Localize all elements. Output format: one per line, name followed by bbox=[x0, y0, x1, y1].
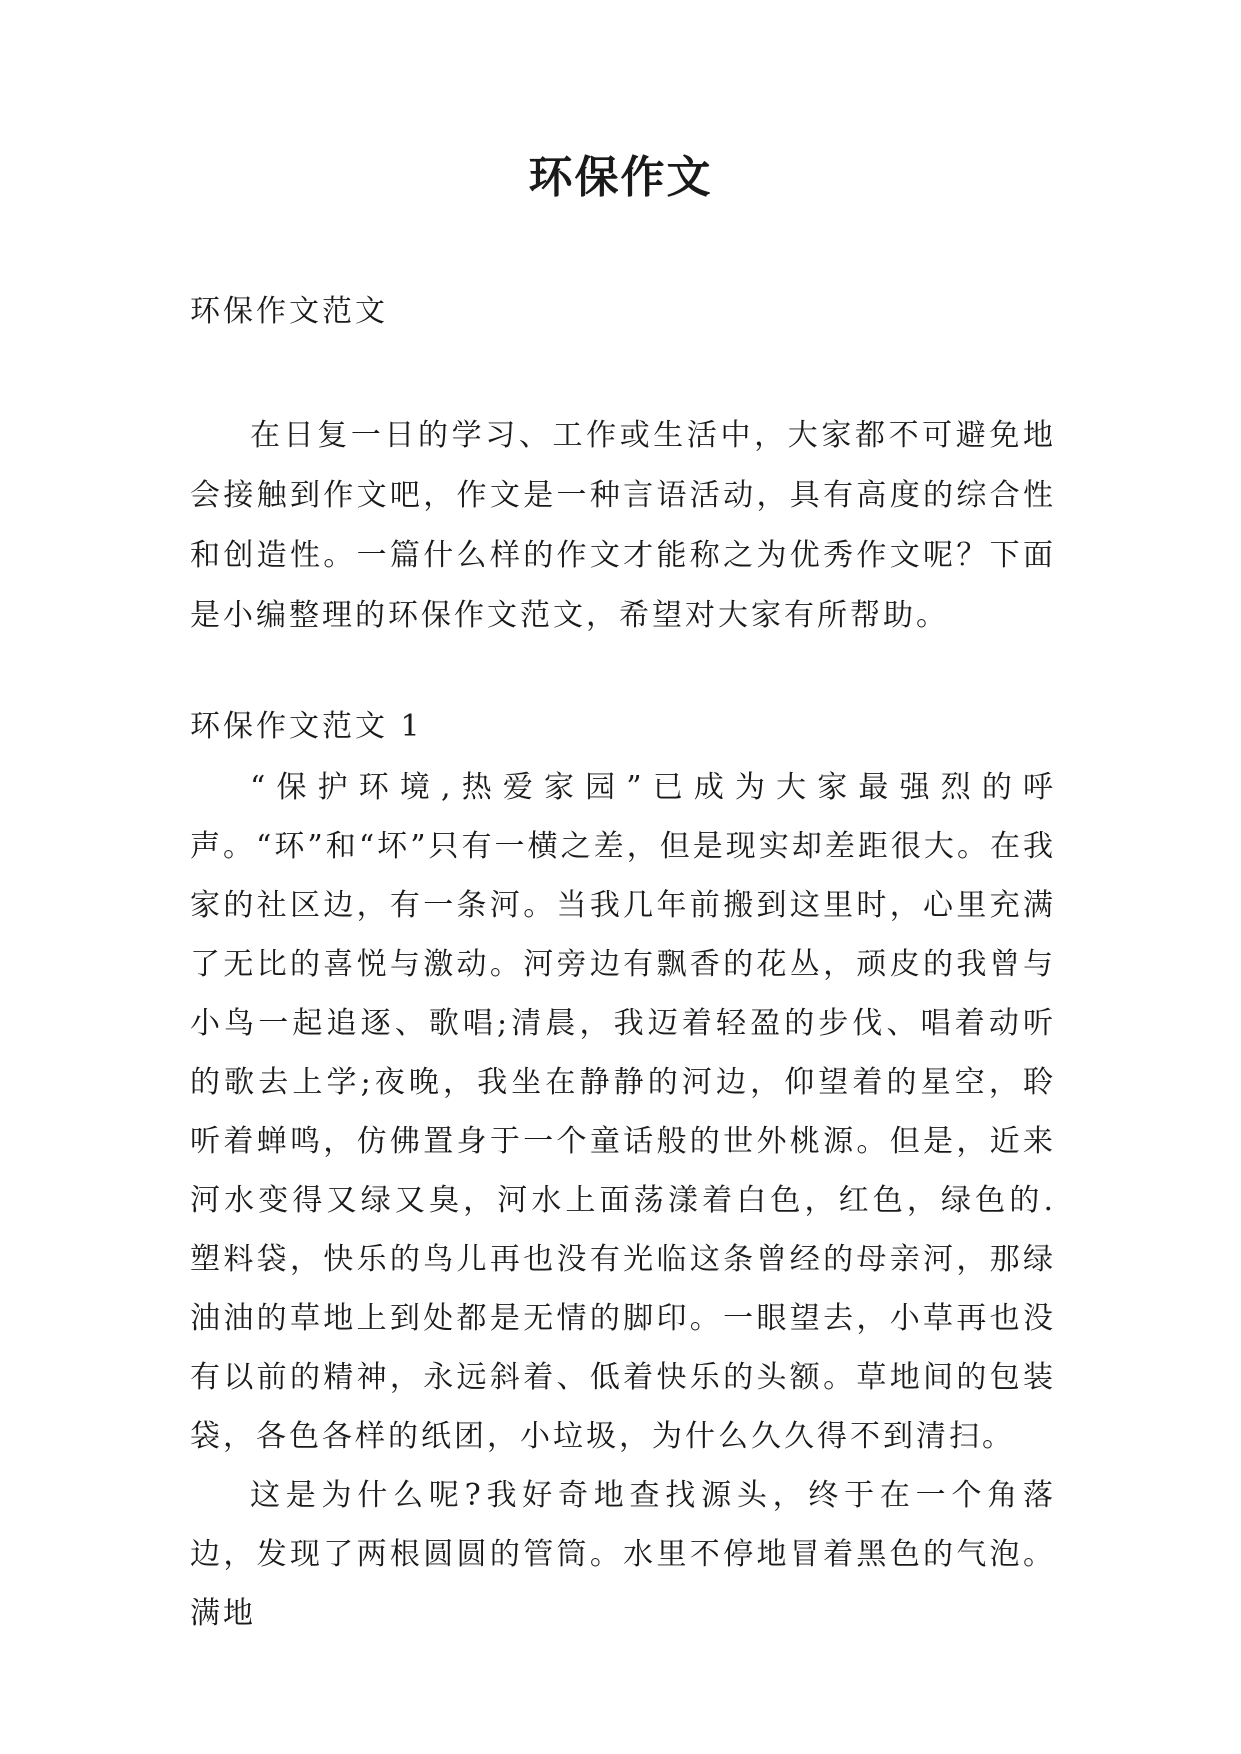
essay-paragraph: 这是为什么呢?我好奇地查找源头，终于在一个角落边，发现了两根圆圆的管筒。水里不停地冒着黑色的气泡。满地 bbox=[190, 1478, 1056, 1631]
essay-paragraph: “保护环境,热爱家园”已成为大家最强烈的呼声。“环”和“坏”只有一横之差，但是现实却差距很大。在我家的社区边，有一条河。当我几年前搬到这里时，心里充满了无比的喜悦与激动。河旁边有飘香的花丛，顽皮的我曾与小鸟一起追逐、歌唱;清晨，我迈着轻盈的步伐、唱着动听的歌去上学;夜晚，我坐在静静的河边，仰望着的星空，聆听着蝉鸣，仿佛置身于一个童话般的世外桃源。但是，近来河水变得又绿又臭，河水上面荡漾着白色，红色，绿色的.塑料袋，快乐的鸟儿再也没有光临这条曾经的母亲河，那绿油油的草地上到处都是无情的脚印。一眼望去，小草再也没有以前的精神，永远斜着、低着快乐的头额。草地间的包装袋，各色各样的纸团，小垃圾，为什么久久得不到清扫。 bbox=[190, 770, 1056, 1454]
document-title: 环保作文 bbox=[528, 152, 713, 203]
section-heading: 环保作文范文 1 bbox=[190, 709, 423, 744]
intro-section bbox=[190, 406, 1056, 646]
document-subtitle: 环保作文范文 bbox=[190, 294, 388, 329]
essay-body bbox=[190, 758, 1056, 1643]
intro-paragraph: 在日复一日的学习、工作或生活中，大家都不可避免地会接触到作文吧，作文是一种言语活动，具有高度的综合性和创造性。一篇什么样的作文才能称之为优秀作文呢？下面是小编整理的环保作文范文，希望对大家有所帮助。 bbox=[190, 418, 1056, 633]
